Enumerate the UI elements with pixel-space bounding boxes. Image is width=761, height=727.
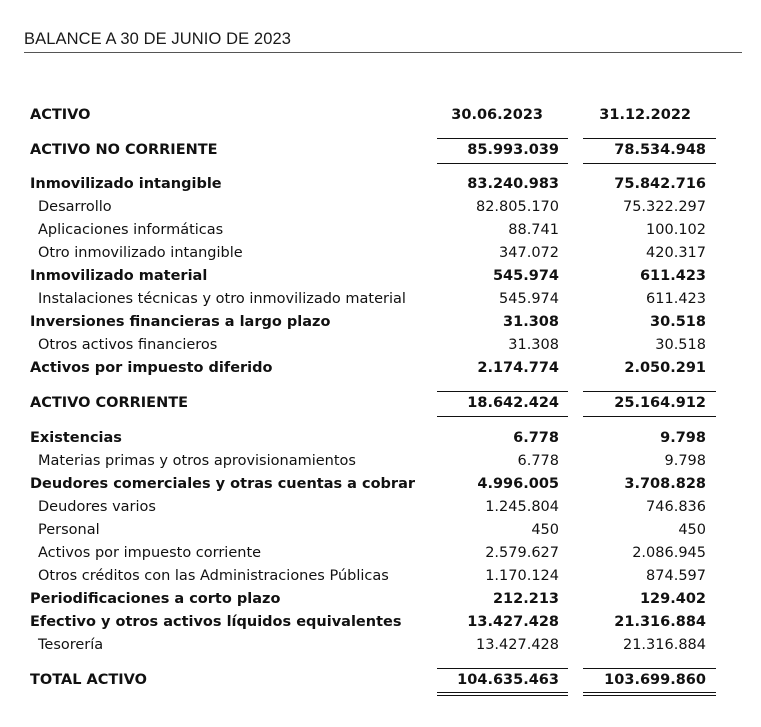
row-value-2022: 746.836: [646, 499, 706, 515]
row-label: Personal: [38, 522, 100, 538]
table-row: [30, 334, 716, 357]
total-bottom-rule: [437, 692, 568, 693]
section-bottom-rule: [583, 163, 716, 164]
section-bottom-rule: [437, 416, 568, 417]
row-label: Existencias: [30, 430, 122, 446]
row-value-2023: 1.245.804: [485, 499, 559, 515]
table-row: [30, 519, 716, 542]
table-row: [30, 611, 716, 634]
section-bottom-rule: [583, 416, 716, 417]
row-value-2023: 545.974: [499, 291, 559, 307]
row-value-2022: 21.316.884: [622, 637, 706, 653]
row-label: Inmovilizado material: [30, 268, 208, 284]
row-value-2022: 30.518: [655, 337, 706, 353]
row-label: Materias primas y otros aprovisionamientos: [38, 453, 356, 469]
row-value-2022: 2.050.291: [624, 360, 706, 376]
table-row: [30, 450, 716, 473]
row-value-2023: 18.642.424: [467, 395, 559, 411]
row-label: Activos por impuesto corriente: [38, 545, 262, 561]
table-row: [30, 634, 716, 657]
page-title: BALANCE A 30 DE JUNIO DE 2023: [24, 30, 292, 48]
row-label: Deudores varios: [38, 499, 156, 515]
row-value-2022: 21.316.884: [614, 614, 706, 630]
row-label: Deudores comerciales y otras cuentas a cobrar: [30, 476, 416, 492]
row-value-2022: 103.699.860: [604, 672, 706, 688]
row-value-2023: 212.213: [492, 591, 559, 607]
header-label: ACTIVO: [30, 107, 91, 123]
row-value-2022: 874.597: [646, 568, 706, 584]
row-value-2022: 9.798: [664, 453, 706, 469]
row-value-2023: 13.427.428: [475, 637, 559, 653]
row-value-2023: 1.170.124: [485, 568, 559, 584]
row-label: Aplicaciones informáticas: [38, 222, 224, 238]
row-label: Periodificaciones a corto plazo: [30, 591, 281, 607]
total-double-rule: [583, 695, 716, 696]
total-bottom-rule: [583, 692, 716, 693]
section-row-activo-no-corriente: [30, 139, 716, 162]
row-value-2022: 9.798: [660, 430, 706, 446]
header-col-2022: 31.12.2022: [599, 107, 691, 123]
row-value-2023: 6.778: [513, 430, 559, 446]
row-value-2023: 104.635.463: [457, 672, 559, 688]
row-value-2022: 3.708.828: [624, 476, 706, 492]
total-double-rule: [437, 695, 568, 696]
row-value-2023: 82.805.170: [475, 199, 559, 215]
table-row: [30, 242, 716, 265]
row-value-2022: 2.086.945: [632, 545, 706, 561]
title-divider: [24, 52, 742, 53]
table-header: [30, 104, 716, 127]
row-label: Otros créditos con las Administraciones Públicas: [38, 568, 389, 584]
table-row: [30, 427, 716, 450]
row-value-2022: 450: [678, 522, 706, 538]
row-value-2022: 420.317: [646, 245, 706, 261]
row-label: Inversiones financieras a largo plazo: [30, 314, 331, 330]
row-label: ACTIVO CORRIENTE: [30, 395, 189, 411]
row-value-2022: 100.102: [646, 222, 706, 238]
row-label: Otros activos financieros: [38, 337, 218, 353]
row-value-2023: 88.741: [508, 222, 559, 238]
row-value-2023: 31.308: [508, 337, 559, 353]
table-row: [30, 357, 716, 380]
row-value-2023: 6.778: [517, 453, 559, 469]
row-value-2023: 2.174.774: [477, 360, 559, 376]
row-value-2023: 31.308: [503, 314, 559, 330]
row-value-2023: 450: [531, 522, 559, 538]
table-row: [30, 196, 716, 219]
row-value-2022: 75.322.297: [622, 199, 706, 215]
table-row: [30, 496, 716, 519]
row-value-2022: 129.402: [639, 591, 706, 607]
row-label: Instalaciones técnicas y otro inmovilizado material: [38, 291, 406, 307]
row-label: ACTIVO NO CORRIENTE: [30, 142, 218, 158]
table-row: [30, 311, 716, 334]
table-row: [30, 588, 716, 611]
row-value-2023: 2.579.627: [485, 545, 559, 561]
header-col-2023: 30.06.2023: [451, 107, 543, 123]
row-label: Efectivo y otros activos líquidos equivalentes: [30, 614, 402, 630]
section-bottom-rule: [437, 163, 568, 164]
table-row: [30, 542, 716, 565]
table-row: [30, 288, 716, 311]
row-value-2023: 13.427.428: [467, 614, 559, 630]
row-value-2022: 611.423: [639, 268, 706, 284]
table-row: [30, 173, 716, 196]
row-value-2023: 4.996.005: [477, 476, 559, 492]
row-label: Inmovilizado intangible: [30, 176, 222, 192]
total-row: [30, 669, 716, 692]
section-row-activo-corriente: [30, 392, 716, 415]
table-row: [30, 473, 716, 496]
row-value-2023: 545.974: [492, 268, 559, 284]
row-value-2023: 85.993.039: [467, 142, 559, 158]
row-value-2022: 611.423: [646, 291, 706, 307]
row-label: Tesorería: [38, 637, 104, 653]
table-row: [30, 265, 716, 288]
row-value-2023: 83.240.983: [467, 176, 559, 192]
row-value-2022: 78.534.948: [614, 142, 706, 158]
table-row: [30, 565, 716, 588]
table-row: [30, 219, 716, 242]
row-label: Otro inmovilizado intangible: [38, 245, 243, 261]
row-label: Activos por impuesto diferido: [30, 360, 273, 376]
row-value-2022: 75.842.716: [614, 176, 706, 192]
row-label: Desarrollo: [38, 199, 112, 215]
row-value-2023: 347.072: [499, 245, 559, 261]
row-label: TOTAL ACTIVO: [30, 672, 147, 688]
row-value-2022: 30.518: [650, 314, 706, 330]
row-value-2022: 25.164.912: [614, 395, 706, 411]
